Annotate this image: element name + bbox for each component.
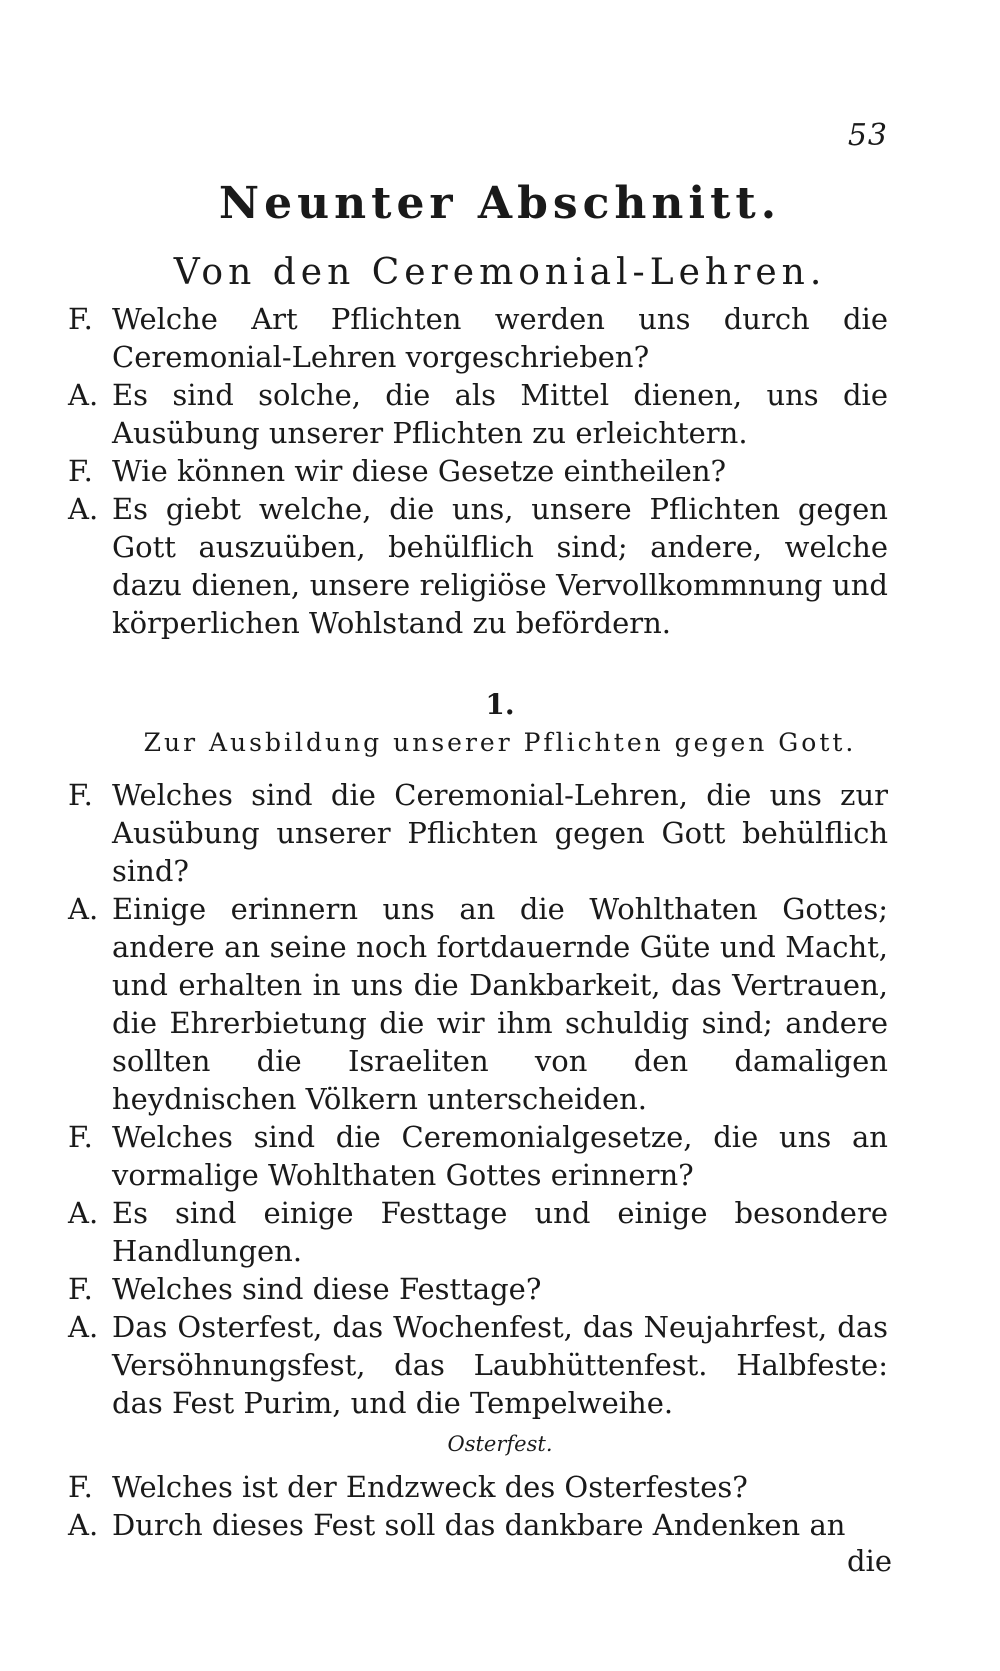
qa-block-intro: [68, 300, 888, 642]
qa-marker: F.: [68, 778, 93, 812]
catchword: die: [846, 1544, 892, 1578]
chapter-title: Neunter Abschnitt.: [218, 178, 782, 229]
qa-block-osterfest: [68, 1468, 888, 1544]
qa-text: Das Osterfest, das Wochenfest, das Neujahrfest, das Versöhnungsfest, das Laubhüttenfest. Halbfeste: das Fest Purim, und die Tempelweihe.: [112, 1310, 888, 1420]
subheading-osterfest: Osterfest.: [447, 1432, 553, 1456]
qa-text: Welches sind die Ceremonial-Lehren, die uns zur Ausübung unserer Pflichten gegen Gott behülflich sind?: [112, 778, 888, 888]
page-number: 53: [847, 118, 888, 153]
qa-marker: F.: [68, 1120, 93, 1154]
qa-marker: F.: [68, 1272, 93, 1306]
qa-marker: A.: [68, 492, 99, 526]
question: [68, 1468, 888, 1506]
qa-marker: A.: [68, 1196, 99, 1230]
qa-text: Welches sind die Ceremonialgesetze, die uns an vormalige Wohlthaten Gottes erinnern?: [112, 1120, 888, 1192]
qa-marker: A.: [68, 378, 99, 412]
qa-text: Welches ist der Endzweck des Osterfestes?: [112, 1470, 748, 1504]
qa-text: Es giebt welche, die uns, unsere Pflichten gegen Gott auszuüben, behülflich sind; andere, welche dazu dienen, unsere religiöse Vervollkommnung und körperlichen Wohlstand zu befördern.: [112, 492, 888, 640]
qa-text: Es sind einige Festtage und einige besondere Handlungen.: [112, 1196, 888, 1268]
qa-text: Einige erinnern uns an die Wohlthaten Gottes; andere an seine noch fortdauernde Güte und Macht, und erhalten in uns die Dankbarkeit, das Vertrauen, die Ehrerbietung die wir ihm schuldig sind; andere sollten die Israeliten von den damaligen heydnischen Völkern unterscheiden.: [112, 892, 888, 1116]
section-number: 1.: [485, 688, 515, 721]
answer: [68, 490, 888, 642]
chapter-subtitle: Von den Ceremonial-Lehren.: [173, 252, 827, 293]
question: [68, 1270, 888, 1308]
answer: [68, 376, 888, 452]
qa-marker: F.: [68, 1470, 93, 1504]
question: [68, 300, 888, 376]
qa-marker: A.: [68, 892, 99, 926]
answer: [68, 890, 888, 1118]
qa-text: Es sind solche, die als Mittel dienen, uns die Ausübung unserer Pflichten zu erleichtern.: [112, 378, 888, 450]
question: [68, 452, 888, 490]
qa-text: Wie können wir diese Gesetze eintheilen?: [112, 454, 727, 488]
qa-marker: A.: [68, 1310, 99, 1344]
question: [68, 1118, 888, 1194]
qa-text: Welches sind diese Festtage?: [112, 1272, 542, 1306]
answer: [68, 1194, 888, 1270]
qa-marker: F.: [68, 454, 93, 488]
section-title: Zur Ausbildung unserer Pflichten gegen Gott.: [143, 728, 857, 757]
answer: [68, 1506, 888, 1544]
question: [68, 776, 888, 890]
qa-text: Durch dieses Fest soll das dankbare Andenken an: [112, 1508, 846, 1542]
qa-marker: A.: [68, 1508, 99, 1542]
qa-marker: F.: [68, 302, 93, 336]
qa-block-section-1: [68, 776, 888, 1422]
answer: [68, 1308, 888, 1422]
qa-text: Welche Art Pflichten werden uns durch die Ceremonial-Lehren vorgeschrieben?: [112, 302, 888, 374]
